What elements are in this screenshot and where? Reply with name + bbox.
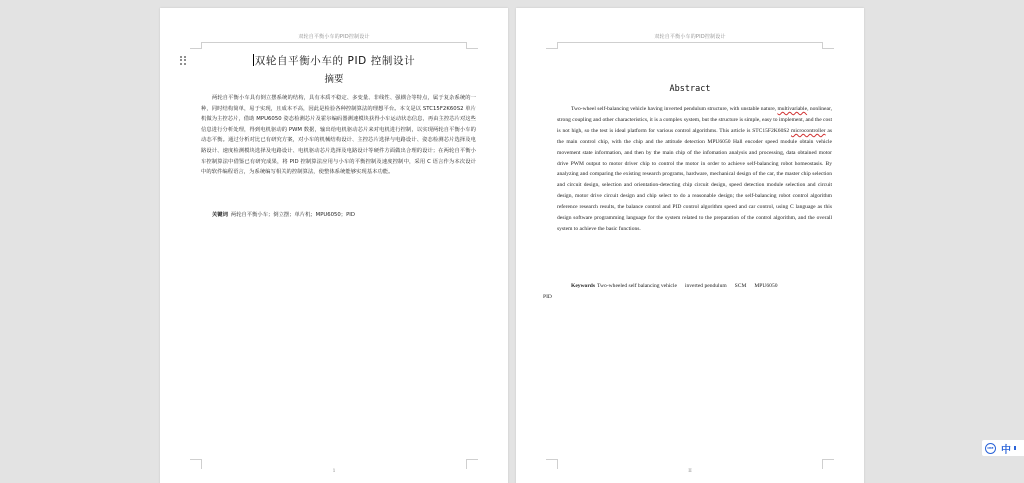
page-number: 1 — [332, 469, 336, 474]
crop-mark-bottom-right — [822, 459, 834, 469]
crop-mark-top-right — [822, 42, 834, 49]
header-divider — [201, 42, 467, 43]
abstract-heading-cn: 摘要 — [324, 74, 344, 85]
abstract-body-en[interactable]: Two-wheel self-balancing vehicle having inverted pendulum structure, with unstable nature, multivariable, nonlinear, strong coupling and other characteristics, it is a complex system, but the structure is simple, easy to implement, and the cost is not high, so the test is ideal platform for various control algorithms. This article is STC15F2K60S2 microcontroller as the main control chip, with the chip and the attitude detection MPU6050 Hall encoder speed module obtain vehicle movement state information, and then by the main chip of the infomation analysis and processing, data obtained motor drive PWM output to motor driver chip to control the motor in order to achieve self-balancing robot homeostasis. By analyzing and comparing the existing research programs, hardware, mechanical design of the car, the master chip selection and circuit design, selection and orientation-detecting chip circuit design, speed detection module selection and circuit design, motor drive circuit design and chip select to do a reasonable design; the self-balancing robot control algorithm reference research results, the balance control and PID control algorithm speed and car control, using C language as this design software programming language for the system related to the preparation of the control algorithm, and the overall system to achieve the basic functions. — [557, 106, 832, 232]
ime-logo-icon: IME — [985, 443, 996, 454]
keywords-cn[interactable] — [212, 210, 482, 218]
page-number: II — [688, 469, 692, 474]
ime-language-toggle[interactable]: 中 — [1001, 444, 1011, 456]
keywords-en[interactable]: Keywords Two-wheeled self balancing vehicle inverted pendulum SCM MPU6050 PID — [543, 283, 778, 300]
text-cursor — [253, 54, 254, 66]
crop-mark-bottom-left — [190, 459, 202, 469]
crop-mark-top-left — [190, 42, 202, 49]
crop-mark-top-left — [546, 42, 558, 49]
running-header: 双轮自平衡小车的PID控制设计 — [654, 34, 726, 40]
document-page-2[interactable] — [516, 8, 864, 483]
keywords-label: Keywords — [571, 283, 596, 289]
ime-punctuation-icon[interactable] — [1014, 446, 1016, 450]
abstract-body-cn[interactable]: 两轮自平衡小车具有倒立摆系统的结构，具有本质不稳定、多变量、非线性、强耦合等特点，属于复杂系统的一种，同时结构简单，易于实现，且成本不高，因此是检验各种控制算法的理想平台。本文是以 STC15F2K60S2 单片机做为主控芯片，借助 MPU6050 姿态检测芯片及霍尔编码器测速模块获得小车运动状态信息，再由主控芯片对这些信息进行分析处理，得到电机驱动的 PWM 数据，输出给电机驱动芯片来对电机进行控制，以实现两轮自平衡小车的动态平衡。通过分析对比已有研究方案，对小车的机械结构设计、主控芯片选择与电路设计、姿态检测芯片选择及电路设计、速度检测模块选择及电路设计、电机驱动芯片选择及电路设计等硬件方面做出合理的设计；在两轮自平衡小车控制算法中借鉴已有研究成果，将 PID 控制算法应用与小车的平衡控制及速度控制中，采用 C 语言作为本次设计中的软件编程语言，为系统编写相关的控制算法，使整体系统能够实现基本功能。 — [201, 95, 476, 176]
keywords-value: 两轮自平衡小车；倒立摆；单片机；MPU6050；PID — [230, 212, 355, 218]
input-method-indicator[interactable] — [982, 440, 1024, 456]
spellcheck-flagged-word[interactable]: multivariable — [777, 106, 808, 112]
crop-mark-bottom-left — [546, 459, 558, 469]
keywords-label: 关键词 — [212, 212, 228, 218]
spellcheck-flagged-word[interactable]: microcontroller — [791, 127, 826, 134]
abstract-heading-en: Abstract — [669, 84, 711, 94]
header-divider — [557, 42, 823, 43]
document-title[interactable]: 双轮自平衡小车的 PID 控制设计 — [254, 55, 416, 67]
crop-mark-bottom-right — [466, 459, 478, 469]
running-header: 双轮自平衡小车的PID控制设计 — [298, 34, 370, 40]
document-page-1[interactable] — [160, 8, 508, 483]
crop-mark-top-right — [466, 42, 478, 49]
